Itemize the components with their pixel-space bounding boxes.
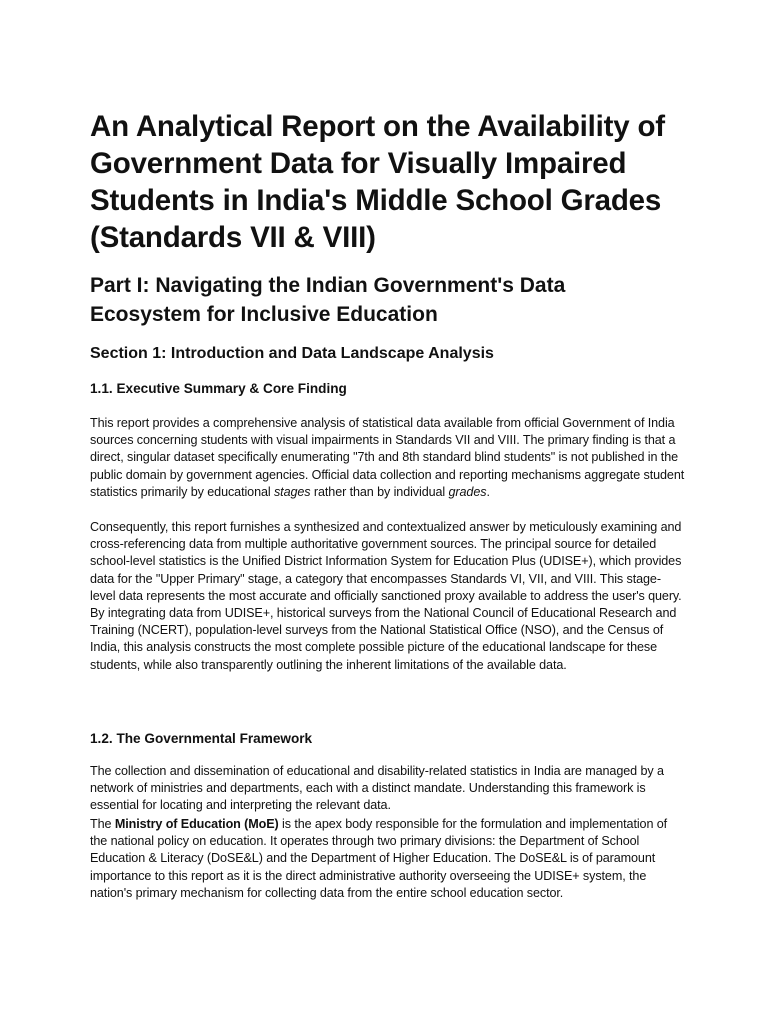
framework-paragraph-2 (90, 816, 685, 902)
para-text: rather than by individual (310, 484, 449, 499)
framework-paragraph-1: The collection and dissemination of educational and disability-related statistics in India are managed by a network of ministries and departments, each with a distinct mandate. Understanding this framework is essential for locating and interpreting the relevant data. (90, 764, 664, 813)
para-text: is the apex body responsible for the formulation and implementation of the national policy on education. It operates through two primary divisions: the Department of School Education & Literacy (DoSE&L) and the Department of Higher Education. The DoSE&L is of paramount importance to this report as it is the direct administrative authority overseeing the UDISE+ system, the nation's primary mechanism for collecting data from the entire school education sector. (90, 817, 668, 900)
subsection-heading-1-1: 1.1. Executive Summary & Core Finding (90, 381, 347, 396)
executive-summary-paragraph-2: Consequently, this report furnishes a synthesized and contextualized answer by meticulously examining and cross-referencing data from multiple authoritative government sources. The principal source for detailed school-level statistics is the Unified District Information System for Education Plus (UDISE+), which provides data for the "Upper Primary" stage, a category that encompasses Standards VI, VII, and VIII. This stage-level data represents the most accurate and officially sanctioned proxy available to address the user's query. By integrating data from UDISE+, historical surveys from the National Council of Educational Research and Training (NCERT), population-level surveys from the National Statistical Office (NSO), and the Census of India, this analysis constructs the most complete possible picture of the educational landscape for these students, while also transparently outlining the inherent limitations of the available data. (90, 520, 682, 672)
para-text: The (90, 817, 115, 831)
para-text: . (486, 484, 490, 499)
para-text: This report provides a comprehensive analysis of statistical data available from official Government of India sources concerning students with visual impairments in Standards VII and VIII. The primary finding is that a direct, singular dataset specifically enumerating "7th and 8th standard blind students" is not published in the public domain by government agencies. Official data collection and reporting mechanisms aggregate student statistics primarily by educational (90, 416, 685, 499)
executive-summary-paragraph-1 (90, 415, 685, 501)
section-heading: Section 1: Introduction and Data Landscape Analysis (90, 345, 494, 362)
emphasis-stages: stages (273, 484, 311, 499)
subsection-heading-1-2: 1.2. The Governmental Framework (90, 731, 313, 746)
part-heading: Part I: Navigating the Indian Government's Data Ecosystem for Inclusive Education (90, 274, 566, 326)
emphasis-grades: grades (448, 484, 487, 499)
bold-ministry-name: Ministry of Education (MoE) (114, 817, 279, 831)
report-title: An Analytical Report on the Availability of Government Data for Visually Impaired Students in India's Middle School Grades (Standards VII & VIII) (90, 110, 665, 254)
